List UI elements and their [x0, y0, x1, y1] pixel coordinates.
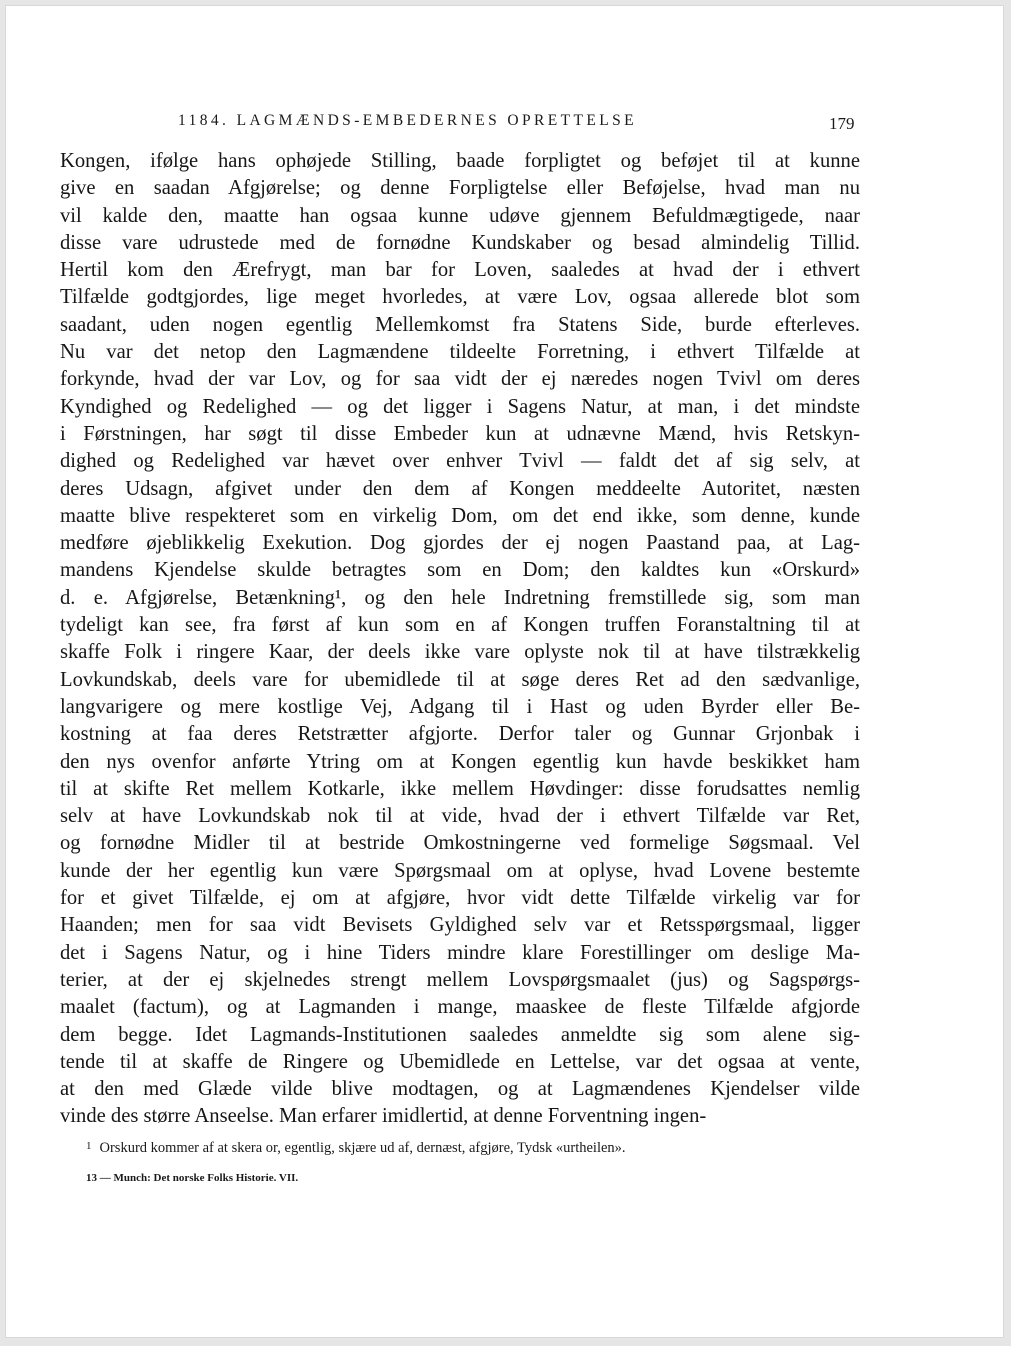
footnote-text: Orskurd kommer af at skera or, egentlig, skjære ud af, dernæst, afgjøre, Tydsk «urtheilen». [99, 1140, 626, 1156]
text-line: dighed og Redelighed var hævet over enhver Tvivl — faldt det af sig selv, at [60, 450, 860, 473]
text-line: Haanden; men for saa vidt Bevisets Gyldighed selv var et Retsspørgsmaal, ligger [60, 914, 860, 937]
text-line: maatte blive respekteret som en virkelig Dom, om det end ikke, som denne, kunde [60, 504, 860, 527]
text-line: og fornødne Midler til at bestride Omkostningerne ved formelige Søgsmaal. Vel [60, 832, 860, 855]
printer-signature: 13 — Munch: Det norske Folks Historie. VII. [86, 1172, 299, 1184]
text-line: selv at have Lovkundskab nok til at vide, hvad der i ethvert Tilfælde var Ret, [60, 805, 860, 828]
page-number: 179 [829, 114, 855, 133]
text-line: dem begge. Idet Lagmands-Institutionen saaledes anmeldte sig som alene sig- [60, 1023, 860, 1046]
text-line: forkynde, hvad der var Lov, og for saa vidt der ej næredes nogen Tvivl om deres [60, 368, 860, 391]
text-line: til at skifte Ret mellem Kotkarle, ikke mellem Høvdinger: disse forudsattes nemlig [60, 777, 860, 800]
text-line: kunde der her egentlig kun være Spørgsmaal om at oplyse, hvad Lovene bestemte [60, 859, 860, 882]
book-page [5, 5, 1004, 1338]
text-line: disse vare udrustede med de fornødne Kundskaber og besad almindelig Tillid. [60, 231, 860, 254]
text-line: give en saadan Afgjørelse; og denne Forpligtelse eller Beføjelse, hvad man nu [60, 177, 860, 200]
text-line: mandens Kjendelse skulde betragtes som en Dom; den kaldtes kun «Orskurd» [60, 559, 860, 582]
body-text [60, 148, 860, 1131]
footnote-marker: 1 [86, 1140, 92, 1152]
text-line: det i Sagens Natur, og i hine Tiders mindre klare Forestillinger om deslige Ma- [60, 941, 860, 964]
text-line: tydeligt kan see, fra først af kun som en af Kongen truffen Foranstaltning til at [60, 614, 860, 637]
text-line: kostning at faa deres Retstrætter afgjorte. Derfor taler og Gunnar Grjonbak i [60, 723, 860, 746]
text-line: deres Udsagn, afgivet under den dem af Kongen meddeelte Autoritet, næsten [60, 477, 860, 500]
text-line: for et givet Tilfælde, ej om at afgjøre, hvor vidt dette Tilfælde virkelig var for [60, 887, 860, 910]
text-line: medføre øjeblikkelig Exekution. Dog gjordes der ej nogen Paastand paa, at Lag- [60, 532, 860, 555]
text-line: Nu var det netop den Lagmændene tildeelte Forretning, i ethvert Tilfælde at [60, 341, 860, 364]
footnote [86, 1140, 826, 1157]
text-line: terier, at der ej skjelnedes strengt mellem Lovspørgsmaalet (jus) og Sagspørgs- [60, 968, 860, 991]
text-line: d. e. Afgjørelse, Betænkning¹, og den hele Indretning fremstillede sig, som man [60, 586, 860, 609]
text-line: vinde des større Anseelse. Man erfarer imidlertid, at denne Forventning ingen- [60, 1105, 707, 1128]
running-title: 1184. LAGMÆNDS-EMBEDERNES OPRETTELSE [178, 112, 637, 129]
text-line: Tilfælde godtgjordes, lige meget hvorledes, at være Lov, ogsaa allerede blot som [60, 286, 860, 309]
text-line: maalet (factum), og at Lagmanden i mange, maaskee de fleste Tilfælde afgjorde [60, 996, 860, 1019]
text-line: Kongen, ifølge hans ophøjede Stilling, baade forpligtet og beføjet til at kunne [60, 150, 860, 172]
text-line: langvarigere og mere kostlige Vej, Adgang til i Hast og uden Byrder eller Be- [60, 695, 860, 718]
text-line: vil kalde den, maatte han ogsaa kunne udøve gjennem Befuldmægtigede, naar [60, 204, 860, 227]
text-line: den nys ovenfor anførte Ytring om at Kongen egentlig kun havde beskikket ham [60, 750, 860, 773]
text-line: skaffe Folk i ringere Kaar, der deels ikke vare oplyste nok til at have tilstrækkelig [60, 641, 860, 664]
text-line: Hertil kom den Ærefrygt, man bar for Loven, saaledes at hvad der i ethvert [60, 259, 860, 282]
text-line: tende til at skaffe de Ringere og Ubemidlede en Lettelse, var det ogsaa at vente, [60, 1050, 860, 1073]
text-line: Kyndighed og Redelighed — og det ligger i Sagens Natur, at man, i det mindste [60, 395, 860, 418]
text-line: at den med Glæde vilde blive modtagen, og at Lagmændenes Kjendelser vilde [60, 1078, 860, 1101]
text-line: saadant, uden nogen egentlig Mellemkomst fra Statens Side, burde efterleves. [60, 313, 860, 336]
text-line: i Førstningen, har søgt til disse Embeder kun at udnævne Mænd, hvis Retskyn- [60, 422, 860, 445]
text-line: Lovkundskab, deels vare for ubemidlede til at søge deres Ret ad den sædvanlige, [60, 668, 860, 691]
